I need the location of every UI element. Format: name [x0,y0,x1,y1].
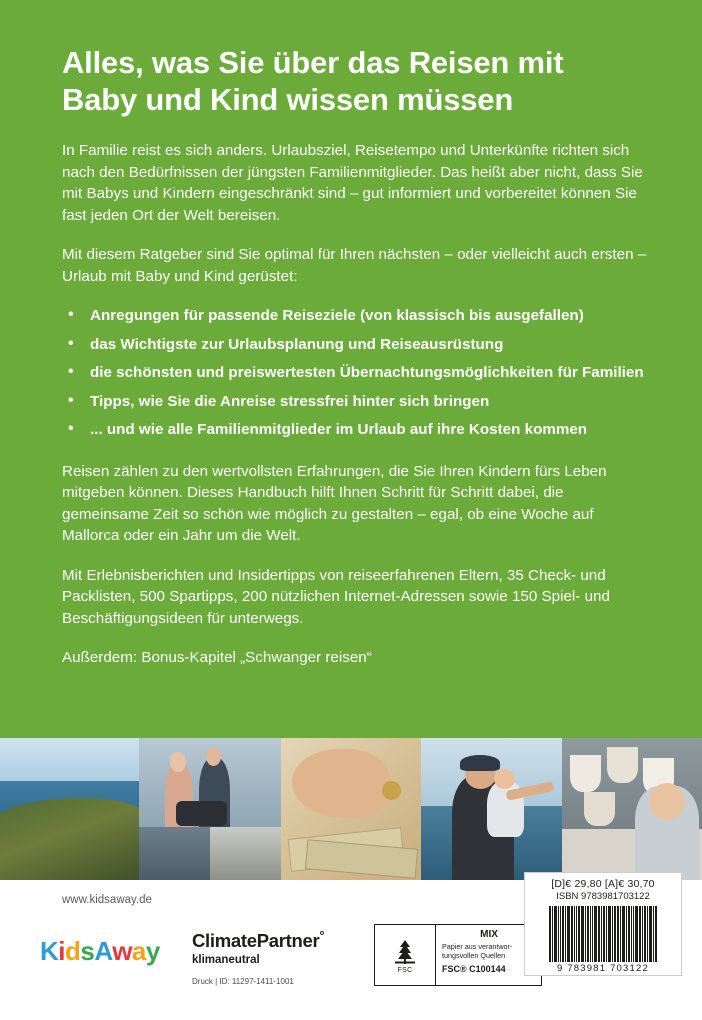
fsc-mix-label: MIX [480,929,498,940]
climate-partner-title [192,928,362,952]
photo-money-hands [281,738,421,880]
logo-letter: i [58,936,66,966]
cover-footer [0,880,702,1020]
logo-letter: y [145,936,160,966]
page-title [62,44,650,118]
intro-paragraph-1: In Familie reist es sich anders. Urlaubsziel, Reisetempo und Unterkünfte richten sich nach den Bedürfnissen der jüngsten Familienmitglieder. Das heißt aber nicht, dass Sie mit Babys und Kindern eingeschränkt sind – gut informiert und vorbereitet können Sie fast jeden Ort der Welt bereisen. [62,142,643,224]
fsc-description: Papier aus verantwor- tungsvollen Quellen [442,942,513,960]
photo-father-child-sea [421,738,562,880]
barcode-digit-right: 783981 703122 [567,963,649,974]
cover-text-block [62,44,650,687]
closing-paragraph-1: Reisen zählen zu den wertvollsten Erfahrungen, die Sie Ihren Kindern fürs Leben mitgeben können. Dieses Handbuch hilft Ihnen Schritt für Schritt dabei, die gemeinsame Zeit so schön wie möglich zu gestalten – egal, ob eine Woche auf Mallorca oder ein Jahr um die Welt. [62,462,607,544]
list-item: • Anregungen für passende Reiseziele (von klassisch bis ausgefallen) [62,305,650,327]
logo-letter: a [131,936,146,966]
logo-letter: A [94,936,113,966]
fsc-code: FSC® C100144 [442,964,506,974]
logo-letter: w [112,936,132,966]
barcode-digit-left: 9 [557,963,564,974]
barcode-digits [532,963,674,974]
barcode-block [524,872,682,976]
closing-paragraph-2: Mit Erlebnisberichten und Insidertipps von reiseerfahrenen Eltern, 35 Check- und Packlisten, 500 Spartipps, 200 nützlichen Internet-Adressen sowie 150 Spiel- und Beschäftigungsideen für unterwegs. [62,566,610,627]
logo-letter: d [65,936,81,966]
photo-child-crafting [562,738,702,880]
intro-paragraph-2: Mit diesem Ratgeber sind Sie optimal für Ihren nächsten – oder vielleicht auch ersten – Urlaub mit Baby und Kind gerüstet: [62,246,647,285]
fsc-logo [375,925,436,985]
climate-partner-subtitle: klimaneutral [192,954,260,967]
logo-letter: s [80,936,95,966]
list-item: • das Wichtigste zur Urlaubsplanung und Reiseausrüstung [62,334,650,356]
fsc-wordmark: FSC [397,966,413,974]
fsc-certification-badge [374,924,542,986]
fsc-tree-icon [392,939,418,965]
climate-partner-logo [192,928,362,986]
photo-coastline [0,738,139,880]
isbn-line: ISBN 9783981703122 [556,891,650,902]
climate-partner-name: ClimatePartner [192,930,320,952]
photo-family-stroller [139,738,281,880]
feature-list [62,305,650,441]
barcode-bars [532,906,674,962]
photo-strip [0,738,702,880]
bonus-chapter-note: Außerdem: Bonus-Kapitel „Schwanger reisen“ [62,649,372,666]
logo-letter: K [40,936,59,966]
headline-line-1: Alles, was Sie über das Reisen mit [62,45,564,80]
website-url[interactable]: www.kidsaway.de [62,894,152,906]
kidsaway-logo [40,936,160,967]
list-item: • Tipps, wie Sie die Anreise stressfrei hinter sich bringen [62,391,650,413]
price-line: [D]€ 29,80 [A]€ 30,70 [551,878,655,890]
list-item: • ... und wie alle Familienmitglieder im Urlaub auf ihre Kosten kommen [62,419,650,441]
climate-partner-id: Druck | ID: 11297-1411-1001 [192,977,294,987]
list-item: • die schönsten und preiswertesten Übernachtungsmöglichkeiten für Familien [62,362,650,384]
headline-line-2: Baby und Kind wissen müssen [62,82,514,117]
degree-icon: ° [319,928,325,943]
